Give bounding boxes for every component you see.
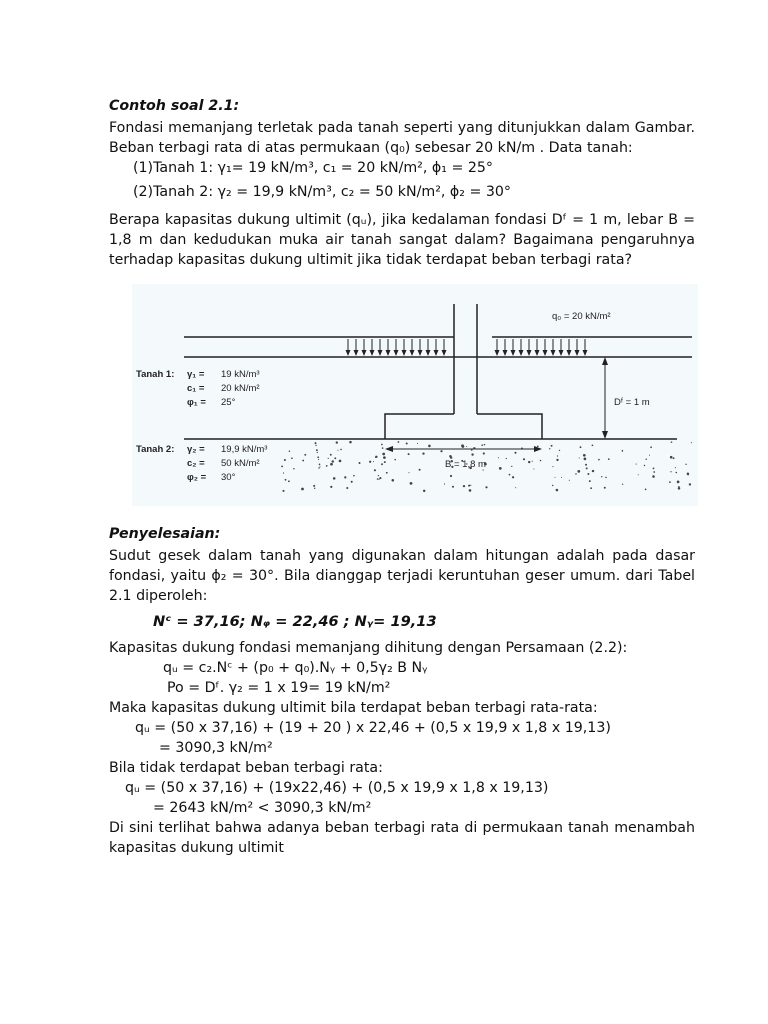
soil-dot xyxy=(289,450,291,452)
soil-dot xyxy=(422,452,424,454)
soil-dot xyxy=(315,442,317,444)
soil-dot xyxy=(689,483,691,485)
soil2-c-value: 50 kN/m² xyxy=(221,458,260,469)
soil-dot xyxy=(622,450,624,452)
soil-dot xyxy=(514,452,516,454)
soil-dot xyxy=(670,471,671,472)
soil-dot xyxy=(569,480,570,481)
soil-dot xyxy=(638,474,639,475)
soil-dot xyxy=(481,444,483,446)
depth-label: Dᶠ = 1 m xyxy=(614,397,650,408)
soil-dot xyxy=(669,481,671,483)
soil-dot xyxy=(406,442,408,444)
soil2-phi-value: 30° xyxy=(221,472,236,483)
soil-dot xyxy=(671,441,673,443)
soil-dot xyxy=(678,487,681,490)
soil-dot xyxy=(509,474,511,476)
soil-dot xyxy=(652,475,655,478)
soil-dot xyxy=(673,457,675,459)
soil-dot xyxy=(470,485,471,486)
soil1-title: Tanah 1: xyxy=(136,369,175,380)
solution-paragraph-3: Maka kapasitas dukung ultimit bila terdapat beban terbagi rata-rata: xyxy=(109,700,598,716)
soil-dot xyxy=(584,458,587,461)
soil-dot xyxy=(339,460,342,463)
soil-dot xyxy=(359,462,361,464)
soil-dot xyxy=(587,473,589,475)
soil-dot xyxy=(291,457,293,459)
calculation-with-load: qᵤ = (50 x 37,16) + (19 + 20 ) x 22,46 + (0,5 x 19,9 x 1,8 x 19,13) xyxy=(135,720,611,736)
soil-dot xyxy=(344,476,346,478)
soil-dot xyxy=(605,477,607,479)
soil-dot xyxy=(382,453,385,456)
soil-dot xyxy=(283,472,284,473)
soil-dot xyxy=(559,450,560,451)
soil-dot xyxy=(353,475,355,477)
soil-dot xyxy=(598,459,600,461)
soil-dot xyxy=(484,444,486,446)
soil-dot xyxy=(523,458,525,460)
soil-dot xyxy=(645,458,646,459)
soil-dot xyxy=(452,486,454,488)
soil-dot xyxy=(334,457,336,459)
soil2-gamma-value: 19,9 kN/m³ xyxy=(221,444,268,455)
soil-dot xyxy=(408,453,410,455)
soil-dot xyxy=(552,466,553,467)
soil-dot xyxy=(540,460,542,462)
soil-dot xyxy=(512,476,514,478)
soil-dot xyxy=(384,461,386,463)
soil-dot xyxy=(381,444,383,446)
soil-dot xyxy=(678,486,679,487)
soil-dot xyxy=(608,458,610,460)
soil-dot xyxy=(351,481,353,483)
foundation-diagram xyxy=(132,284,698,506)
soil-dot xyxy=(330,454,332,456)
soil-dot xyxy=(592,470,594,472)
solution-paragraph-2: Kapasitas dukung fondasi memanjang dihitung dengan Persamaan (2.2): xyxy=(109,640,628,656)
example-intro: Fondasi memanjang terletak pada tanah seperti yang ditunjukkan dalam Gambar. Beban terbagi rata di atas permukaan (q₀) sebesar 20 kN/m . Data tanah: xyxy=(109,120,695,156)
soil-dot xyxy=(498,457,499,458)
soil-dot xyxy=(379,477,381,479)
soil-dot xyxy=(281,465,283,467)
calculation-without-load-result: = 2643 kN/m² < 3090,3 kN/m² xyxy=(153,800,372,816)
soil1-data: (1)Tanah 1: γ₁= 19 kN/m³, c₁ = 20 kN/m², ϕ₁ = 25° xyxy=(133,160,493,176)
example-question: Berapa kapasitas dukung ultimit (qᵤ), jika kedalaman fondasi Dᶠ = 1 m, lebar B = 1,8 m dan kedudukan muka air tanah sangat dalam? Bagaimana pengaruhnya terhadap kapasitas dukung ultimit jika tidak terdapat beban terbagi rata? xyxy=(109,212,695,268)
soil-dot xyxy=(532,461,533,462)
soil1-gamma-value: 19 kN/m³ xyxy=(221,369,260,380)
soil-dot xyxy=(590,487,592,489)
equation-po: Po = Dᶠ. γ₂ = 1 x 19= 19 kN/m² xyxy=(167,680,391,696)
solution-paragraph-1: Sudut gesek dalam tanah yang digunakan dalam hitungan adalah pada dasar fondasi, yaitu ϕ₂ = 30°. Bila dianggap terjadi keruntuhan geser umum. dari Tabel 2.1 diperoleh: xyxy=(109,548,695,604)
soil-dot xyxy=(485,486,487,488)
soil2-data: (2)Tanah 2: γ₂ = 19,9 kN/m³, c₂ = 50 kN/m², ϕ₂ = 30° xyxy=(133,184,512,200)
soil-dot xyxy=(533,468,534,469)
soil2-phi: φ₂ = xyxy=(187,472,207,483)
soil-dot xyxy=(333,477,336,480)
soil1-phi: φ₁ = xyxy=(187,397,206,408)
soil-dot xyxy=(383,456,386,459)
soil-dot xyxy=(575,473,576,474)
soil-dot xyxy=(644,465,645,466)
soil-dot xyxy=(328,458,329,459)
soil-dot xyxy=(282,490,284,492)
soil-dot xyxy=(687,474,688,475)
soil-dot xyxy=(349,441,352,444)
soil-dot xyxy=(511,466,512,467)
soil2-gamma: γ₂ = xyxy=(187,444,205,455)
soil1-c: c₁ = xyxy=(187,383,205,394)
soil-dot xyxy=(691,442,692,443)
soil-dot xyxy=(557,455,558,456)
soil-dot xyxy=(450,475,452,477)
soil-dot xyxy=(373,461,374,462)
soil-dot xyxy=(586,467,588,469)
soil-dot xyxy=(319,466,320,467)
calculation-with-load-result: = 3090,3 kN/m² xyxy=(159,740,273,756)
example-heading: Contoh soal 2.1: xyxy=(109,98,240,114)
soil-dot xyxy=(419,469,421,471)
soil-dot xyxy=(408,472,409,473)
soil-dot xyxy=(670,456,673,459)
soil-dot xyxy=(556,489,559,492)
soil-dot xyxy=(577,470,580,473)
soil-dot xyxy=(417,443,418,444)
foundation-figure xyxy=(132,284,698,506)
soil-dot xyxy=(336,441,338,443)
soil-dot xyxy=(499,467,502,470)
soil-dot xyxy=(423,490,425,492)
soil-dot xyxy=(378,479,379,480)
bearing-factors: Nᶜ = 37,16; Nᵩ = 22,46 ; Nᵧ= 19,13 xyxy=(153,613,437,630)
soil-dot xyxy=(397,441,399,443)
soil-dot xyxy=(410,482,413,485)
soil-dot xyxy=(318,467,319,468)
soil-dot xyxy=(284,459,286,461)
soil-dot xyxy=(469,489,472,492)
soil1-gamma: γ₁ = xyxy=(187,369,205,380)
soil-dot xyxy=(317,452,318,453)
soil-dot xyxy=(285,479,287,481)
soil-dot xyxy=(377,478,379,480)
soil-dot xyxy=(556,459,558,461)
soil-dot xyxy=(473,447,475,449)
soil-dot xyxy=(604,487,606,489)
soil-dot xyxy=(528,461,530,463)
soil-dot xyxy=(471,453,473,455)
document-page xyxy=(109,96,695,858)
soil-dot xyxy=(301,488,304,491)
soil-dot xyxy=(549,448,550,449)
soil-dot xyxy=(315,445,316,446)
soil-dot xyxy=(561,477,562,478)
soil-dot xyxy=(317,456,319,458)
soil-dot xyxy=(392,479,395,482)
soil-dot xyxy=(589,480,591,482)
soil-dot xyxy=(394,459,396,461)
soil-dot xyxy=(288,480,290,482)
solution-heading: Penyelesaian: xyxy=(109,526,221,542)
soil-dot xyxy=(506,458,507,459)
soil-dot xyxy=(649,455,650,456)
width-label: B = 1,8 m xyxy=(445,459,486,470)
solution-conclusion: Di sini terlihat bahwa adanya beban terbagi rata di permukaan tanah menambah kapasitas dukung ultimit xyxy=(109,820,695,856)
soil-dot xyxy=(466,446,467,447)
soil-dot xyxy=(293,468,295,470)
soil-dot xyxy=(653,468,655,470)
soil-dot xyxy=(551,445,553,447)
soil-dot xyxy=(521,447,523,449)
soil-dot xyxy=(381,463,383,465)
soil-dot xyxy=(304,454,306,456)
soil-dot xyxy=(585,464,587,466)
soil-dot xyxy=(636,464,637,465)
soil-dot xyxy=(463,485,465,487)
soil-dot xyxy=(338,450,339,451)
soil-dot xyxy=(675,467,676,468)
soil-dot xyxy=(685,464,686,465)
soil-dot xyxy=(382,447,384,449)
soil-dot xyxy=(374,469,376,471)
soil2-title: Tanah 2: xyxy=(136,444,175,455)
soil-dot xyxy=(592,444,594,446)
equation-qu: qᵤ = c₂.Nᶜ + (p₀ + q₀).Nᵧ + 0,5γ₂ B Nᵧ xyxy=(163,660,428,676)
soil-dot xyxy=(313,485,315,487)
load-label: q₀ = 20 kN/m² xyxy=(552,311,611,322)
soil2-c: c₂ = xyxy=(187,458,205,469)
soil-dot xyxy=(330,486,332,488)
calculation-without-load: qᵤ = (50 x 37,16) + (19x22,46) + (0,5 x 19,9 x 1,8 x 19,13) xyxy=(125,780,549,796)
soil-dot xyxy=(318,459,319,460)
soil-dot xyxy=(483,452,485,454)
soil-dot xyxy=(552,485,553,486)
soil-dot xyxy=(653,471,655,473)
soil-dot xyxy=(440,450,442,452)
soil-dot xyxy=(580,446,582,448)
soil-dot xyxy=(316,449,318,451)
soil-dot xyxy=(340,449,342,451)
soil-dot xyxy=(537,445,539,447)
soil-dot xyxy=(622,484,623,485)
soil-dot xyxy=(583,454,586,457)
soil-dot xyxy=(332,460,334,462)
soil-dot xyxy=(554,477,555,478)
soil-dot xyxy=(471,449,473,451)
soil-dot xyxy=(677,481,680,484)
soil1-c-value: 20 kN/m² xyxy=(221,383,260,394)
soil-dot xyxy=(676,472,678,474)
soil-dot xyxy=(319,464,321,466)
soil1-phi-value: 25° xyxy=(221,397,236,408)
soil-dot xyxy=(461,444,464,447)
soil-dot xyxy=(314,488,315,489)
soil-dot xyxy=(330,463,333,466)
soil-dot xyxy=(378,475,379,476)
soil-dot xyxy=(302,460,304,462)
soil-dot xyxy=(515,487,516,488)
soil-dot xyxy=(428,445,431,448)
soil-dot xyxy=(386,472,388,474)
soil-dot xyxy=(579,457,580,458)
soil-dot xyxy=(326,465,328,467)
soil-dot xyxy=(468,485,470,487)
solution-paragraph-4: Bila tidak terdapat beban terbagi rata: xyxy=(109,760,383,776)
soil-dot xyxy=(346,487,348,489)
soil-dot xyxy=(369,461,371,463)
soil-dot xyxy=(645,489,647,491)
soil-dot xyxy=(444,483,445,484)
soil-dot xyxy=(375,456,377,458)
soil-dot xyxy=(601,476,602,477)
soil-dot xyxy=(650,446,652,448)
